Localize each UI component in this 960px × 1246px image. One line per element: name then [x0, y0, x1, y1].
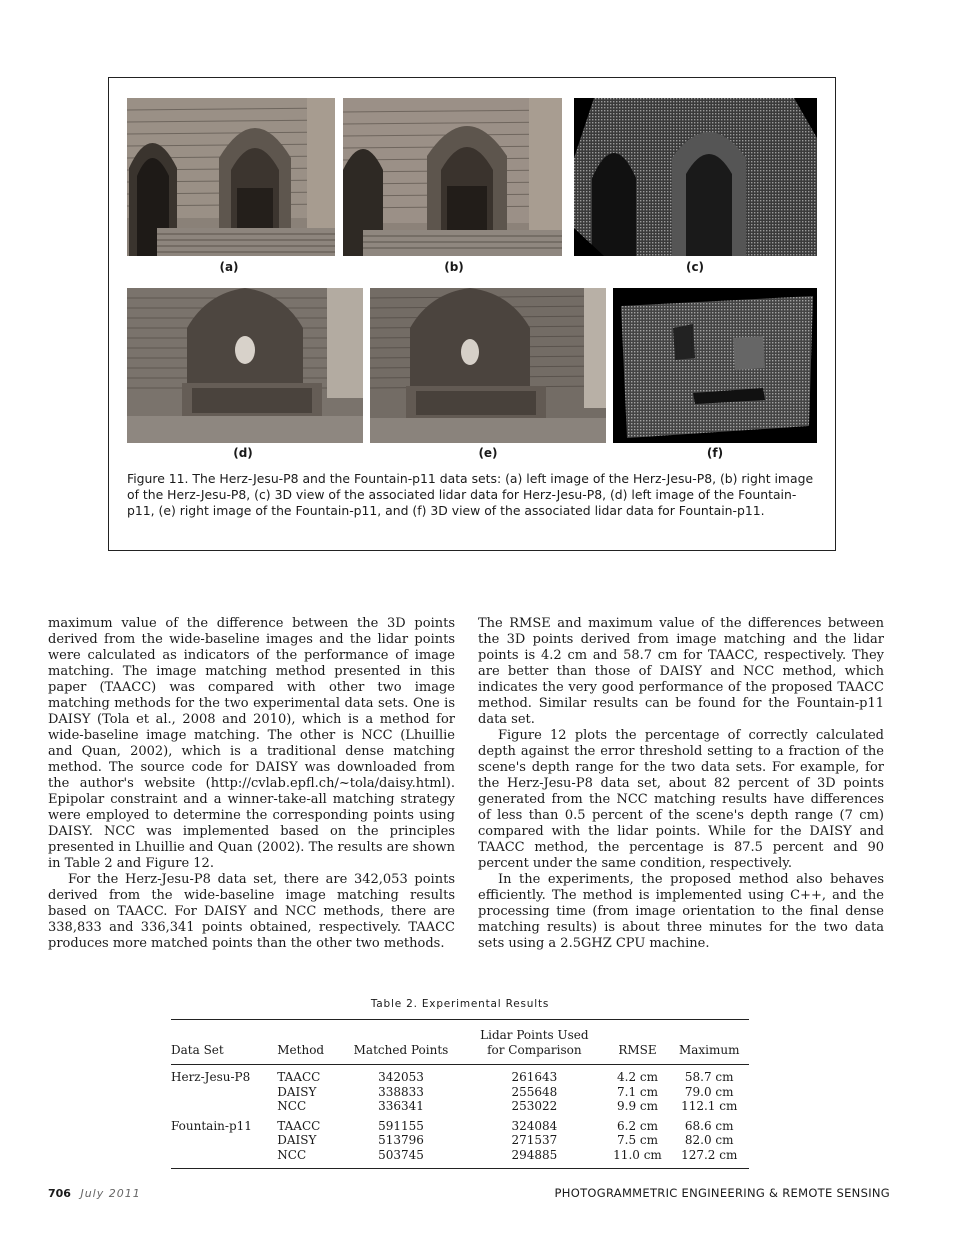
header-matched-points: Matched Points	[339, 1043, 463, 1065]
header-lidar-upper: Lidar Points Used	[480, 1028, 589, 1042]
header-method: Method	[277, 1043, 339, 1065]
figure-label-d: (d)	[233, 446, 253, 460]
table-row: Fountain-p11 TAACC 591155 324084 6.2 cm 68.6 cm	[171, 1118, 734, 1133]
image-f-fountain-lidar	[613, 288, 817, 443]
figure-label-f: (f)	[706, 446, 724, 460]
figure-label-c: (c)	[685, 260, 705, 274]
issue-date: July 2011	[80, 1187, 141, 1200]
header-lidar-lower: for Comparison	[463, 1043, 605, 1065]
right-paragraph-1: The RMSE and maximum value of the differences between the 3D points derived from image matching and the lidar points is 4.2 cm and 58.7 cm for TAACC, respectively. They are better than those of DAISY and NCC method, which indicates the very good performance of the proposed TAACC method. Similar results can be found for the Fountain-p11 data set.	[478, 616, 884, 727]
image-b-herz-jesu-right	[343, 98, 562, 256]
table-row: DAISY 513796 271537 7.5 cm 82.0 cm	[277, 1133, 734, 1148]
right-paragraph-2: Figure 12 plots the percentage of correctly calculated depth against the error threshold setting to a fraction of the scene's depth range for the two data sets. For example, for the Herz-Jesu-P8 data set, about 82 percent of 3D points generated from the NCC matching results have differences of less than 0.5 percent of the scene's depth range (7 cm) compared with the lidar points. While for the DAISY and TAACC method, the percentage is 87.5 percent and 90 percent under the same condition, respectively.	[478, 728, 884, 871]
table-row: NCC 503745 294885 11.0 cm 127.2 cm	[277, 1147, 738, 1162]
right-column	[478, 616, 884, 952]
page-number: 706	[48, 1187, 71, 1200]
left-column	[48, 616, 455, 952]
figure-label-a: (a)	[219, 260, 239, 274]
right-paragraph-3: In the experiments, the proposed method also behaves efficiently. The method is implemented using C++, and the processing time (from image orientation to the final dense matching results) is about three minutes for the two data sets using a 2.5GHZ CPU machine.	[478, 872, 884, 951]
results-table	[171, 1019, 749, 1169]
figure-label-b: (b)	[444, 260, 464, 274]
image-e-fountain-right	[370, 288, 606, 443]
table-caption: Table 2. Experimental Results	[370, 998, 550, 1010]
figure-label-e: (e)	[478, 446, 498, 460]
table-row: Herz-Jesu-P8 TAACC 342053 261643 4.2 cm 58.7 cm	[171, 1070, 734, 1084]
header-rmse: RMSE	[606, 1043, 670, 1065]
page-footer-left	[48, 1187, 141, 1200]
header-data-set: Data Set	[171, 1043, 277, 1065]
table-row: DAISY 338833 255648 7.1 cm 79.0 cm	[277, 1084, 734, 1099]
figure-caption: Figure 11. The Herz-Jesu-P8 and the Fountain-p11 data sets: (a) left image of the Herz-Jesu-P8, (b) right image of the Herz-Jesu-P8, (c) 3D view of the associated lidar data for Herz-Jesu-P8, (d) left image of the Fountain-p11, (e) right image of the Fountain-p11, and (f) 3D view of the associated lidar data for Fountain-p11.	[127, 471, 814, 518]
left-paragraph-1: maximum value of the difference between the 3D points derived from the wide-baseline images and the lidar points were calculated as indicators of the performance of image matching. The image matching method presented in this paper (TAACC) was compared with other two image matching methods for the two experimental data sets. One is DAISY (Tola et al., 2008 and 2010), which is a method for wide-baseline image matching. The other is NCC (Lhuillie and Quan, 2002), which is a traditional dense matching method. The source code for DAISY was downloaded from the author's website (http://cvlab.epfl.ch/~tola/daisy.html). Epipolar constraint and a winner-take-all matching strategy were employed to determine the corresponding points using DAISY. NCC was implemented based on the principles presented in Lhuillie and Quan (2002). The results are shown in Table 2 and Figure 12.	[48, 616, 455, 871]
journal-name: PHOTOGRAMMETRIC ENGINEERING & REMOTE SENSING	[554, 1186, 890, 1200]
header-maximum: Maximum	[669, 1043, 749, 1065]
image-d-fountain-left	[127, 288, 363, 443]
image-c-herz-jesu-lidar	[574, 98, 817, 256]
table-row: NCC 336341 253022 9.9 cm 112.1 cm	[277, 1099, 738, 1114]
left-paragraph-2: For the Herz-Jesu-P8 data set, there are 342,053 points derived from the wide-baseline image matching results based on TAACC. For DAISY and NCC methods, there are 338,833 and 336,341 points obtained, respectively. TAACC produces more matched points than the other two methods.	[48, 872, 455, 951]
image-a-herz-jesu-left	[127, 98, 335, 256]
